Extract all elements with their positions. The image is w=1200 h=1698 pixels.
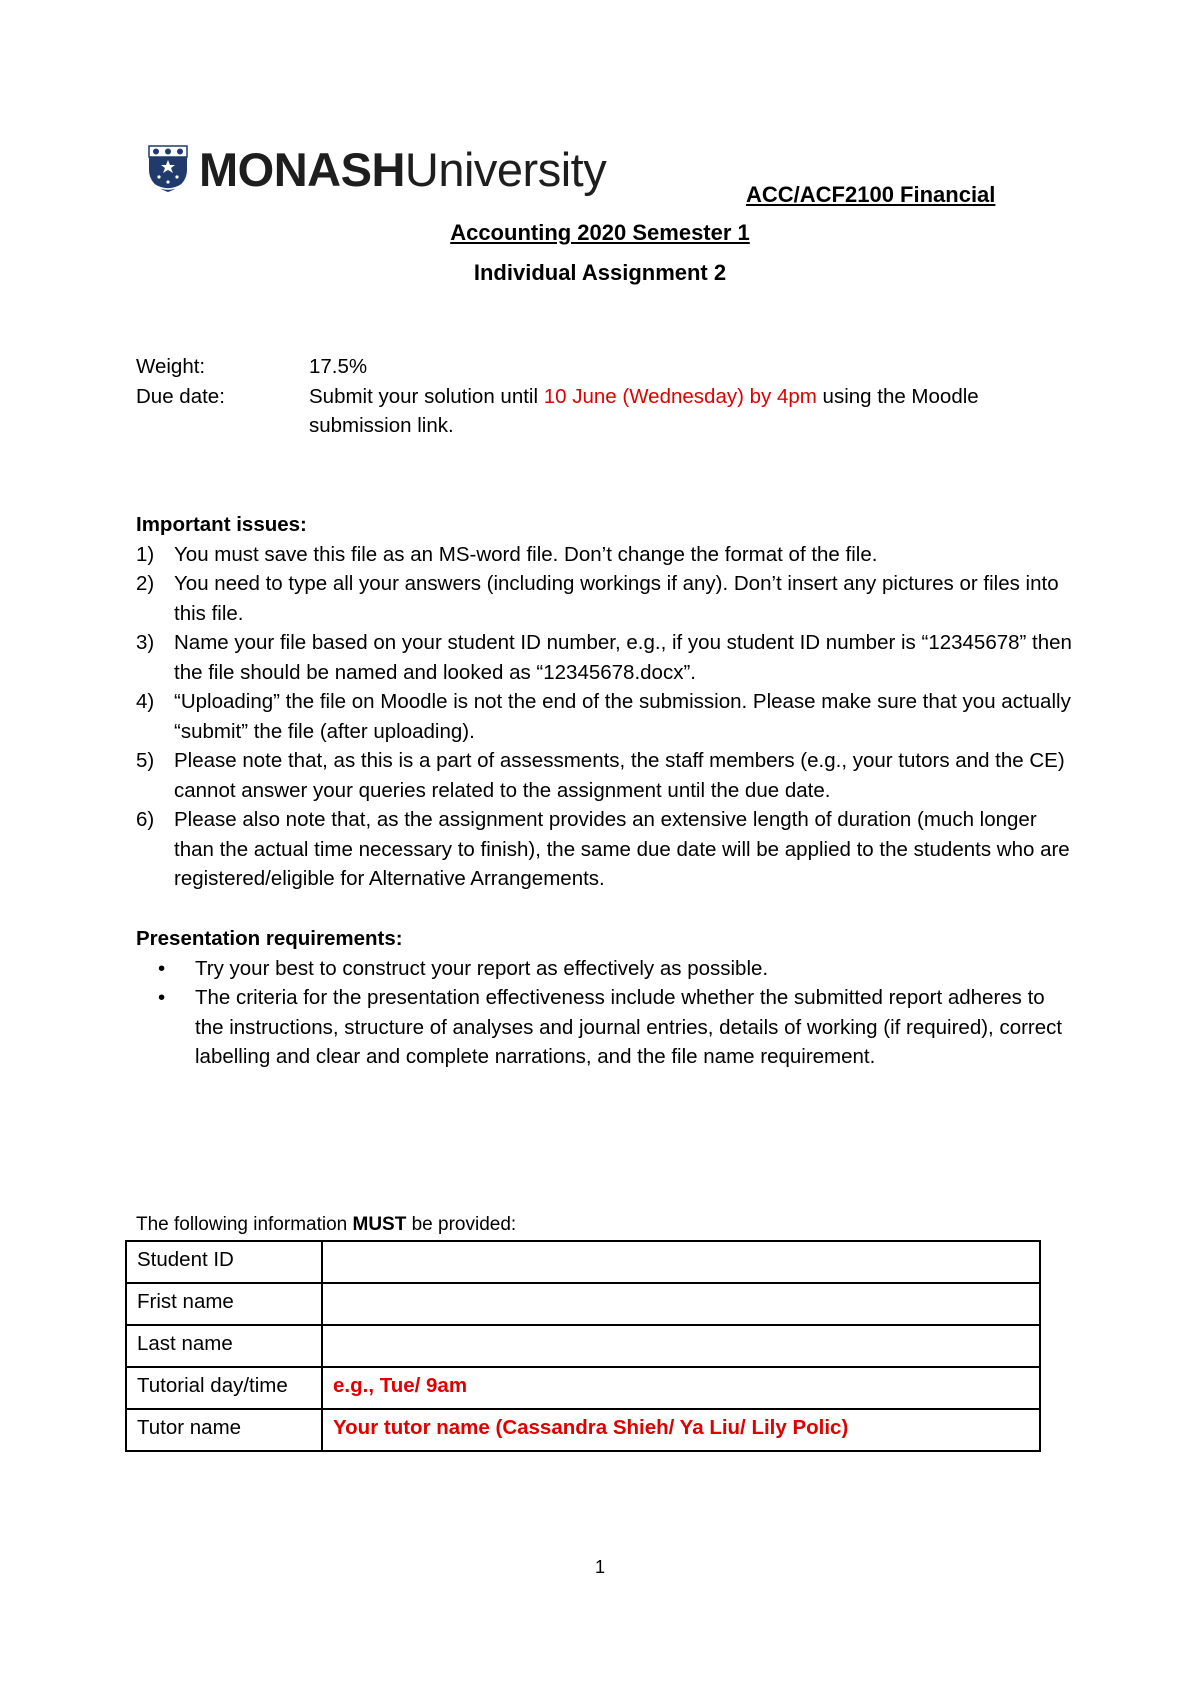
list-item-number: 5) — [136, 749, 155, 772]
list-item-text: You must save this file as an MS-word file. Don’t change the format of the file. — [174, 542, 878, 566]
info-intro-pre: The following information — [136, 1214, 353, 1235]
student-id-field[interactable] — [322, 1241, 1040, 1283]
list-item-number: 1) — [136, 542, 155, 566]
due-date-value — [309, 382, 1066, 441]
info-intro-bold: MUST — [352, 1214, 407, 1235]
list-item-number: 2) — [136, 572, 155, 595]
weight-label: Weight: — [136, 355, 206, 378]
presentation-requirements-list — [136, 954, 1076, 1072]
list-item-number: 3) — [136, 631, 155, 654]
bullet-icon: • — [158, 956, 166, 980]
weight-row — [136, 352, 1066, 382]
due-date-post: using the Moodle submission link. — [309, 384, 979, 437]
weight-value: 17.5% — [309, 355, 368, 378]
first-name-label: Frist name — [126, 1283, 322, 1325]
tutor-name-label: Tutor name — [126, 1409, 322, 1451]
student-info-table — [125, 1240, 1041, 1452]
first-name-field[interactable] — [322, 1283, 1040, 1325]
presentation-requirements-heading: Presentation requirements: — [136, 927, 403, 950]
important-issues-heading: Important issues: — [136, 513, 307, 536]
logo-wordmark — [199, 142, 607, 196]
logo-brand-bold: MONASH — [199, 142, 405, 196]
course-title-continued: Accounting 2020 Semester 1 — [450, 220, 750, 245]
course-title: ACC/ACF2100 Financial — [746, 182, 996, 207]
list-item-number: 6) — [136, 808, 155, 831]
list-item-text: You need to type all your answers (including workings if any). Don’t insert any pictures or files into this file. — [174, 572, 1059, 625]
list-item — [136, 540, 1076, 570]
list-item-text: Name your file based on your student ID number, e.g., if you student ID number is “12345678” then the file should be named and looked as “12345678.docx”. — [174, 631, 1072, 684]
list-item — [136, 687, 1076, 746]
list-item-text: Please also note that, as the assignment provides an extensive length of duration (much longer than the actual time necessary to finish), the same due date will be applied to the students who are registered/eligible for Alternative Arrangements. — [174, 808, 1070, 890]
due-date-label: Due date: — [136, 384, 225, 408]
list-item — [136, 569, 1076, 628]
tutor-name-field[interactable]: Your tutor name (Cassandra Shieh/ Ya Liu/ Lily Polic) — [322, 1409, 1040, 1451]
important-issues-list — [136, 540, 1076, 894]
assignment-meta — [136, 352, 1066, 441]
table-row — [126, 1241, 1040, 1283]
info-intro — [136, 1214, 516, 1236]
due-date-highlight: 10 June (Wednesday) by 4pm — [543, 384, 817, 408]
presentation-requirements-section — [136, 924, 1076, 1072]
tutorial-time-label: Tutorial day/time — [126, 1367, 322, 1409]
table-row — [126, 1367, 1040, 1409]
page-number: 1 — [594, 1557, 605, 1577]
university-logo — [147, 144, 606, 194]
crest-icon — [147, 144, 189, 194]
list-item-number: 4) — [136, 690, 155, 713]
student-id-label: Student ID — [126, 1241, 322, 1283]
list-item-text: The criteria for the presentation effectiveness include whether the submitted report adheres to the instructions, structure of analyses and journal entries, details of working (if required), correct labelling and clear and complete narrations, and the file name requirement. — [195, 986, 1063, 1068]
info-intro-post: be provided: — [406, 1214, 517, 1235]
list-item — [136, 954, 1076, 984]
important-issues-section — [136, 510, 1076, 894]
table-row — [126, 1409, 1040, 1451]
list-item-text: Please note that, as this is a part of assessments, the staff members (e.g., your tutors and the CE) cannot answer your queries related to the assignment until the due date. — [174, 749, 1065, 802]
list-item-text: “Uploading” the file on Moodle is not the end of the submission. Please make sure that you actually “submit” the file (after uploading). — [174, 690, 1071, 743]
last-name-field[interactable] — [322, 1325, 1040, 1367]
list-item-text: Try your best to construct your report as effectively as possible. — [195, 956, 769, 980]
due-date-pre: Submit your solution until — [309, 384, 544, 408]
logo-brand-regular: University — [404, 142, 607, 196]
table-row — [126, 1325, 1040, 1367]
due-date-row — [136, 382, 1066, 441]
list-item — [136, 746, 1076, 805]
list-item — [136, 983, 1076, 1072]
list-item — [136, 805, 1076, 894]
tutorial-time-field[interactable]: e.g., Tue/ 9am — [322, 1367, 1040, 1409]
list-item — [136, 628, 1076, 687]
assignment-title: Individual Assignment 2 — [473, 260, 727, 285]
last-name-label: Last name — [126, 1325, 322, 1367]
table-row — [126, 1283, 1040, 1325]
bullet-icon: • — [158, 986, 166, 1009]
